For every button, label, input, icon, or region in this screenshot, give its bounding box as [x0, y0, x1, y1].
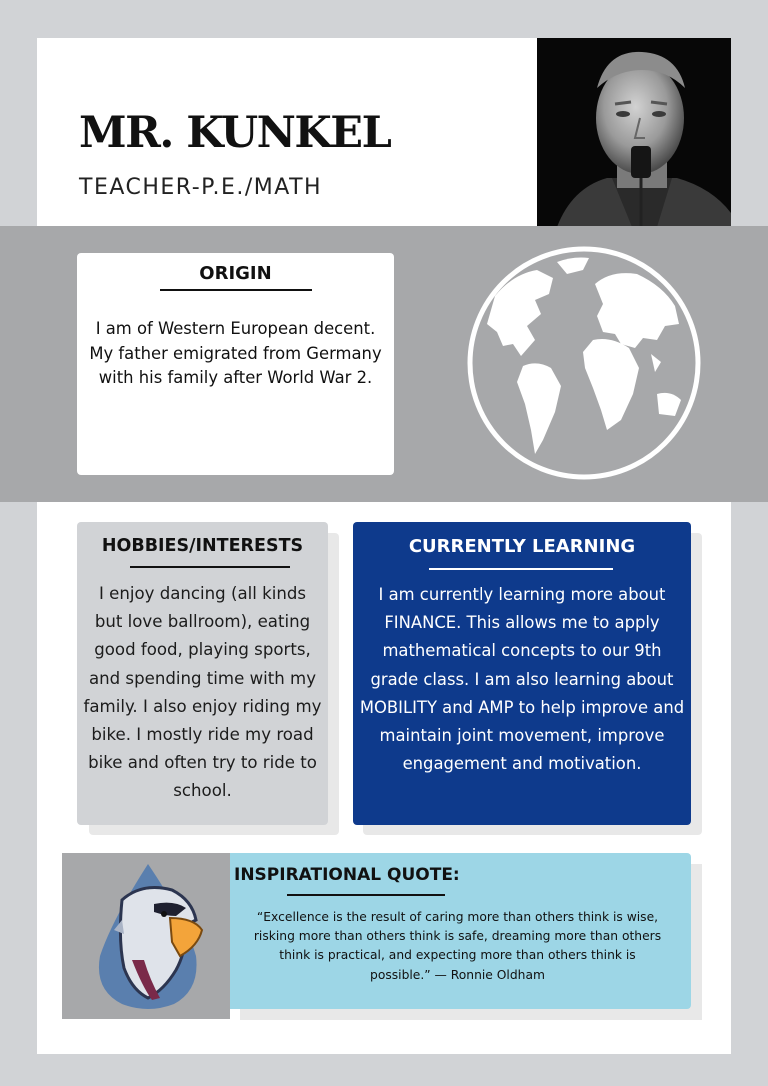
- quote-line: “Excellence is the result of caring more than others think is wise,: [256, 910, 659, 924]
- quote-title: INSPIRATIONAL QUOTE:: [234, 865, 460, 885]
- origin-title: ORIGIN: [199, 263, 272, 284]
- quote-line: think is practical, and expecting more than others think is: [279, 948, 636, 963]
- globe-icon: [465, 244, 703, 482]
- eagle-mascot-icon: [92, 860, 204, 1010]
- teacher-portrait: [537, 38, 731, 227]
- quote-title-rule: [287, 894, 445, 896]
- origin-title-rule: [160, 289, 312, 291]
- hobbies-title: HOBBIES/INTERESTS: [101, 536, 304, 556]
- quote-card: [230, 853, 691, 1009]
- teacher-role: TEACHER-P.E./MATH: [79, 175, 323, 200]
- quote-line: possible.” — Ronnie Oldham: [370, 967, 545, 982]
- portrait-illustration: [537, 38, 731, 227]
- learning-title: CURRENTLY LEARNING: [408, 536, 636, 557]
- quote-line: risking more than others think is safe, dreaming more than others: [253, 929, 662, 944]
- quote-text: [234, 908, 681, 985]
- learning-text: I am currently learning more about FINANCE. This allows me to apply mathematical concepts to our 9th grade class. I am also learning about MOBILITY and AMP to help improve and maintain joint movement, improve engagement and motivation.: [359, 585, 685, 774]
- origin-card: [77, 253, 394, 475]
- teacher-name: MR. KUNKEL: [79, 108, 391, 158]
- hobbies-title-rule: [130, 566, 290, 568]
- learning-title-rule: [429, 568, 613, 570]
- learning-card: [353, 522, 691, 825]
- origin-text: I am of Western European decent. My father emigrated from Germany with his family after World War 2.: [89, 319, 382, 387]
- hobbies-card: [77, 522, 328, 825]
- hobbies-text: I enjoy dancing (all kinds but love ballroom), eating good food, playing sports, and spending time with my family. I also enjoy riding my bike. I mostly ride my road bike and often try to ride to school.: [83, 584, 322, 801]
